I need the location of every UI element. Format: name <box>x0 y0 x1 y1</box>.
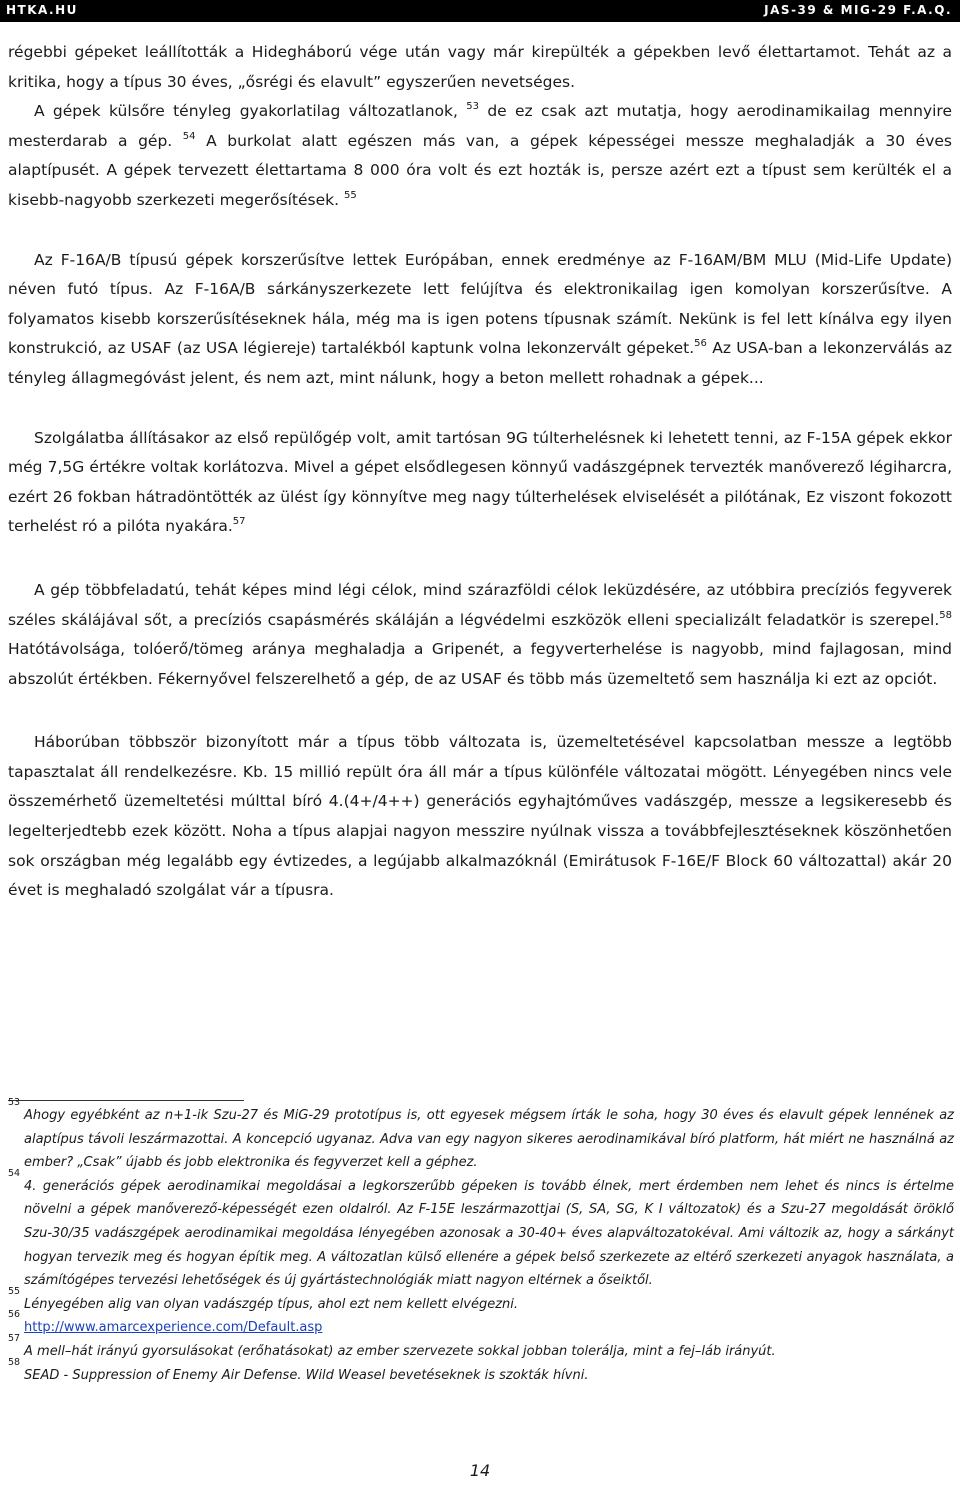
footnote <box>8 1356 954 1388</box>
paragraph-text: Az F-16A/B típusú gépek korszerűsítve lettek Európában, ennek eredménye az F-16AM/BM MLU (Mid-Life Update) néven futó típus. Az F-16A/B sárkányszerkezete lett felújítva és elektronikailag igen komolyan korszerűsítve. A folyamatos kisebb korszerűsítéseknek hála, még ma is igen potens típusnak számít. Nekünk is fel lett kínálva egy ilyen konstrukció, az USAF (az USA légiereje) tartalékból kaptunk volna lekonzervált gépeket. <box>8 250 952 358</box>
page-header <box>0 0 960 22</box>
footnote-number: 54 <box>8 1167 21 1179</box>
footnote-number: 58 <box>8 1356 21 1368</box>
footnote-text: SEAD - Suppression of Enemy Air Defense. Wild Weasel bevetéseknek is szokták hívni. <box>24 1367 589 1383</box>
paragraph-text: régebbi gépeket leállították a Hidegháború vége után vagy már kirepülték a gépekben levő élettartamot. Tehát az a kritika, hogy a típus 30 éves, „ősrégi és elavult” egyszerűen nevetséges. <box>8 43 952 91</box>
site-name: HTKA.HU <box>6 3 78 17</box>
paragraph-text: A burkolat alatt egészen más van, a gépek képességei messze meghaladják a 30 éves alaptípusét. A gépek tervezett élettartama 8 000 óra volt és ezt hozták is, persze azért ezt a típust sem kerülték el a kisebb-nagyobb szerkezeti megerősítések. <box>8 131 952 209</box>
page-number: 14 <box>469 1461 491 1480</box>
body-text <box>8 38 952 906</box>
paragraph-text: Háborúban többször bizonyított már a típus több változata is, üzemeltetésével kapcsolatban messze a legtöbb tapasztalat áll rendelkezésre. Kb. 15 millió repült óra áll már a típus különféle változatai mögött. Lényegében nincs vele összemérhető üzemeltetési múlttal bíró 4.(4+/4++) generációs egyhajtóműves vadászgép, messze a legsikeresebb és legelterjedtebb ezek között. Noha a típus alapjai nagyon messzire nyúlnak vissza a továbbfejlesztéseknek köszönhetően sok országban még legalább egy évtizedes, a legújabb alkalmazóknál (Emirátusok F-16E/F Block 60 változattal) akár 20 évet is meghaladó szolgálat vár a típusra. <box>8 733 952 900</box>
paragraph-text: de ez csak azt mutatja, hogy aerodinamikailag mennyire mesterdarab a gép. <box>8 102 952 150</box>
footnote-ref[interactable]: 53 <box>466 101 479 113</box>
paragraph-text: Az USA-ban a lekonzerválás az tényleg állagmegóvást jelent, és nem azt, mint nálunk, hogy a beton mellett rohadnak a gépek... <box>8 339 952 387</box>
footnote <box>8 1332 954 1364</box>
footnote-text: Ahogy egyébként az n+1-ik Szu-27 és MiG-29 prototípus is, ott egyesek mégsem írták le soha, hogy 30 éves és elavult gépek lennének az alaptípus távoli leszármazottai. A koncepció ugyanaz. Adva van egy nagyon sikeres aerodinamikával bíró platform, hát miért ne használná az ember? „Csak” újabb és jobb elektronika és fegyverzet kell a géphez. <box>24 1108 954 1171</box>
paragraph-text: A gép többfeladatú, tehát képes mind légi célok, mind szárazföldi célok leküzdésére, az utóbbira precíziós fegyverek széles skálájával sőt, a precíziós csapásmérés skáláján a légvédelmi eszközök elleni specializált feladatkör is szerepel. <box>8 580 952 629</box>
paragraph <box>8 246 952 394</box>
footnote <box>8 1309 954 1340</box>
footnote-number: 55 <box>8 1285 21 1297</box>
footnote-text: 4. generációs gépek aerodinamikai megoldásai a legkorszerűbb gépeken is tovább élnek, mert érdemben nem lehet és nincs is értelme növelni a gépek manőverező-képességét ezen oldalról. Az F-15E leszármazottjai (S, SA, SG, K I változatok) és a Szu-27 megoldását öröklő Szu-30/35 vadászgépek aerodinamikai megoldása lényegében azonosak a 30-40+ éves alapváltozatokéval. Ami változik az, hogy a sárkányt hogyan tervezik meg és hogyan építik meg. A változatlan külső ellenére a gépek belső szerkezete az eltérő szerkezeti anyagok használata, a számítógépes tervezési lehetőségek és új gyártástechnológiák miatt nagyon eltérnek a őseiktől. <box>24 1178 954 1289</box>
paragraph-text: Szolgálatba állításakor az első repülőgép volt, amit tartósan 9G túlterhelésnek ki lehetett tenni, az F-15A gépek ekkor még 7,5G értékre voltak korlátozva. Mivel a gépet elsődlegesen könnyű vadászgépnek tervezték manőverező légiharcra, ezért 26 fokban hátradöntötték az ülést így könnyítve meg nagy túlterhelések elviselését a pilótának, Ez viszont fokozott terhelést ró a pilóta nyakára. <box>8 428 952 536</box>
paragraph <box>8 97 952 215</box>
footnote-ref[interactable]: 55 <box>343 189 357 201</box>
footnote-ref[interactable]: 54 <box>182 130 196 142</box>
document-title: JAS-39 & MIG-29 F.A.Q. <box>764 3 952 17</box>
footnote-ref[interactable]: 56 <box>694 338 707 350</box>
footnote-text: A mell–hát irányú gyorsulásokat (erőhatásokat) az ember szervezete sokkal jobban tolerálja, mint a fej–láb irányút. <box>24 1343 776 1359</box>
paragraph-text: A gépek külsőre tényleg gyakorlatilag változatlanok, <box>34 102 467 121</box>
paragraph <box>8 728 952 906</box>
footnote <box>8 1167 954 1293</box>
footnotes <box>8 1097 954 1387</box>
paragraph-text: Hatótávolsága, tolóerő/tömeg aránya meghaladja a Gripenét, a fegyverterhelése is nagyobb, mind fajlagosan, mind abszolút értékben. Fékernyővel felszerelhető a gép, de az USAF és több más üzemeltető sem használja ki ezt az opciót. <box>8 640 952 688</box>
paragraph <box>8 424 952 542</box>
footnote-separator <box>8 1100 244 1101</box>
footnote <box>8 1285 954 1317</box>
footnote-text: Lényegében alig van olyan vadászgép típus, ahol ezt nem kellett elvégezni. <box>24 1296 519 1312</box>
paragraph <box>8 38 952 97</box>
footnote-number: 57 <box>8 1332 21 1344</box>
footnote-link[interactable]: http://www.amarcexperience.com/Default.asp <box>24 1320 323 1336</box>
footnote-ref[interactable]: 57 <box>232 516 246 528</box>
footnote-ref[interactable]: 58 <box>939 609 952 621</box>
footnote <box>8 1097 954 1175</box>
footnote-number: 56 <box>8 1309 21 1321</box>
footnote-number: 53 <box>8 1097 21 1108</box>
paragraph <box>8 576 952 694</box>
